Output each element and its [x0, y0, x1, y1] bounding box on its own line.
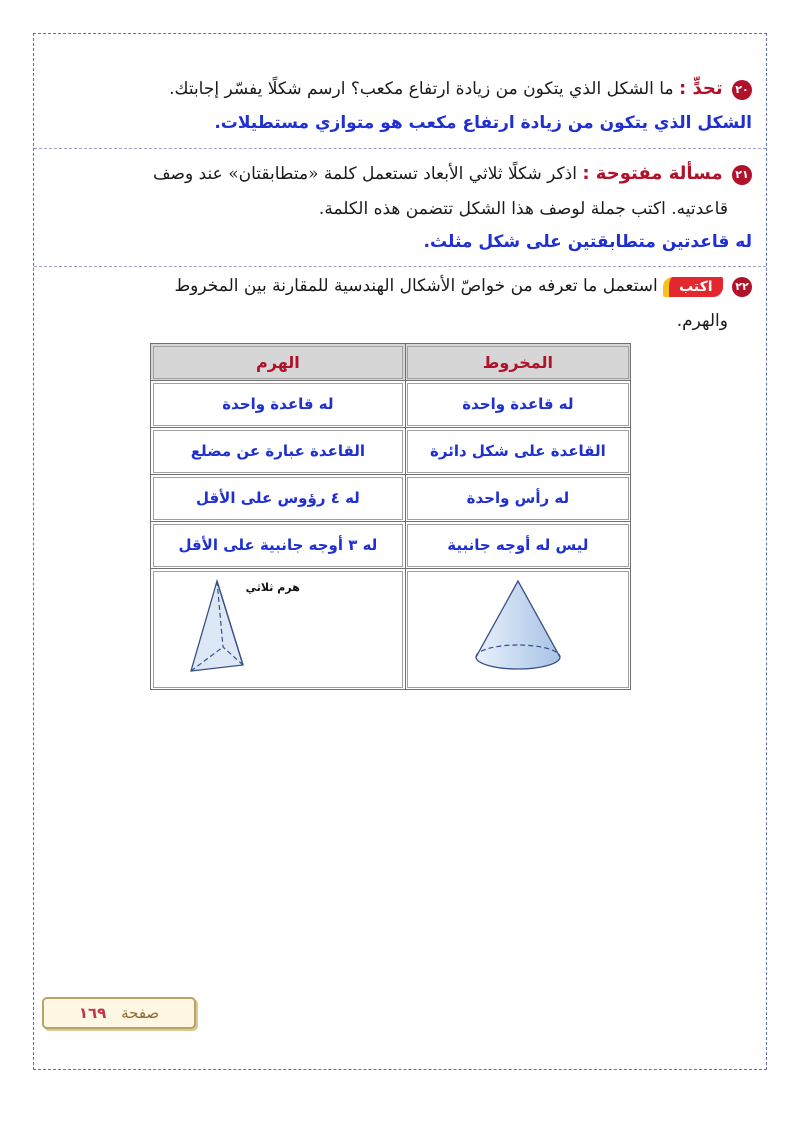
page-number: ١٦٩	[78, 1004, 107, 1022]
q22-question-line2: والهرم.	[676, 311, 728, 331]
table-header-row	[151, 344, 631, 381]
cone-cell: القاعدة على شكل دائرة	[405, 428, 630, 475]
cone-figure	[468, 575, 568, 685]
divider	[34, 266, 766, 267]
q21-question-1: اذكر شكلًا ثلاثي الأبعاد تستعمل كلمة «متطابقتان» عند وصف	[152, 164, 577, 184]
table-row	[151, 428, 631, 475]
divider	[34, 148, 766, 149]
q21-question-line2: قاعدتيه. اكتب جملة لوصف هذا الشكل تتضمن هذه الكلمة.	[318, 199, 728, 219]
header-cone: المخروط	[405, 344, 630, 381]
q22-number: ٢٢	[732, 277, 752, 297]
q22-question-1: استعمل ما تعرفه من خواصّ الأشكال الهندسية للمقارنة بين المخروط	[174, 276, 658, 296]
q21-answer: له قاعدتين متطابقتين على شكل مثلث.	[423, 232, 752, 252]
q20-number: ٢٠	[732, 80, 752, 100]
q20-answer: الشكل الذي يتكون من زيادة ارتفاع مكعب هو متوازي مستطيلات.	[214, 113, 752, 133]
q20-question-line	[169, 78, 752, 100]
q22-question-line1	[174, 276, 752, 297]
pyramid-cell: القاعدة عبارة عن مضلع	[151, 428, 406, 475]
table-row	[151, 522, 631, 569]
cone-cell: له رأس واحدة	[405, 475, 630, 522]
pyramid-figure-cell	[151, 569, 406, 690]
cone-cell: ليس له أوجه جانبية	[405, 522, 630, 569]
q21-number: ٢١	[732, 165, 752, 185]
table-image-row	[151, 569, 631, 690]
pyramid-cell: له ٣ أوجه جانبية على الأقل	[151, 522, 406, 569]
q22-write-badge: اكتب	[663, 277, 722, 297]
pyramid-cell: له ٤ رؤوس على الأقل	[151, 475, 406, 522]
page-number-box	[42, 997, 196, 1029]
q20-question: ما الشكل الذي يتكون من زيادة ارتفاع مكعب؟ ارسم شكلًا يفسّر إجابتك.	[169, 79, 674, 99]
table-row	[151, 475, 631, 522]
table-row	[151, 381, 631, 428]
cone-cell: له قاعدة واحدة	[405, 381, 630, 428]
pyramid-caption: هرم ثلاثي	[245, 581, 300, 594]
comparison-table	[150, 343, 631, 690]
q21-label: مسألة مفتوحة :	[582, 163, 723, 184]
pyramid-cell: له قاعدة واحدة	[151, 381, 406, 428]
header-pyramid: الهرم	[151, 344, 406, 381]
cone-figure-cell	[405, 569, 630, 690]
q21-question-line1	[153, 163, 752, 185]
pyramid-figure	[185, 575, 255, 685]
q20-label: تحدٍّ :	[679, 78, 723, 99]
page-word: صفحة	[121, 1004, 160, 1022]
